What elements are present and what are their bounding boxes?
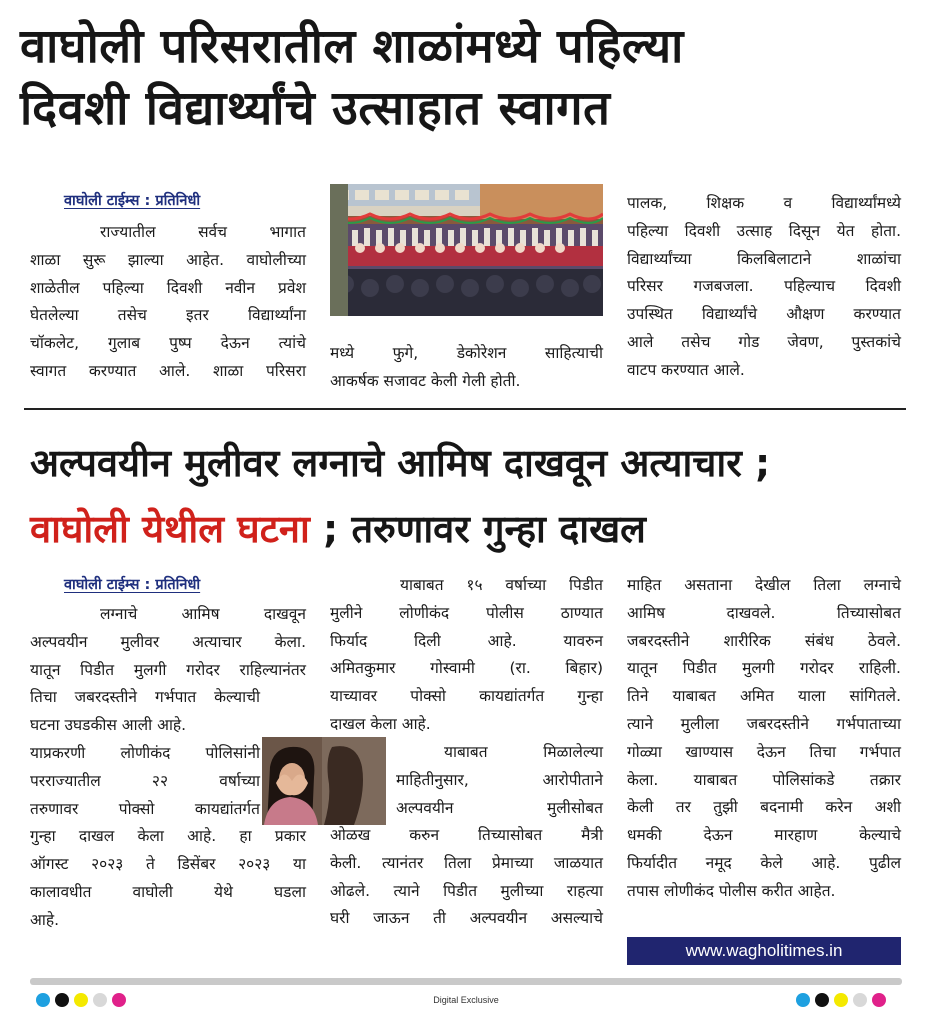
text-line: ओळख करुन तिच्यासोबत मैत्री (330, 826, 603, 844)
article2-byline: वाघोली टाईम्स : प्रतिनिधी (64, 577, 201, 593)
text-line: यातून पिडीत मुलगी गरोदर राहिल्यानंतर (30, 660, 306, 679)
victim-illustration-photo (262, 737, 386, 825)
text-line: गुन्हा दाखल केला आहे. हा प्रकार (30, 827, 306, 846)
article2-col2b (396, 739, 603, 822)
text-line: केला. याबाबत पोलिसांकडे तक्रार (627, 770, 901, 789)
text-line: तपास लोणीकंद पोलीस करीत आहेत. (627, 881, 836, 900)
text-line: वाटप करण्यात आले. (627, 360, 745, 379)
text-line: अमितकुमार गोस्वामी (रा. बिहार) (330, 659, 603, 678)
text-line: यातून पिडीत मुलगी गरोदर राहिली. (627, 659, 901, 678)
text-line: अल्पवयीन मुलीवर अत्याचार केला. (30, 632, 306, 651)
text-line: माहितीनुसार, आरोपीताने (396, 770, 603, 789)
text-line: ओढले. त्याने पिडीत मुलीच्या राहत्या (330, 881, 603, 900)
text-line: शाळा सुरू झाल्या आहेत. वाघोलीच्या (30, 250, 306, 269)
headline-rest-part: ; तरुणावर गुन्हा दाखल (309, 507, 646, 551)
text-line: याच्यावर पोक्सो कायद्यांतर्गत गुन्हा (330, 687, 603, 706)
yellow-dot (834, 993, 848, 1007)
black-dot (815, 993, 829, 1007)
text-line: परिसर गजबजला. पहिल्याच दिवशी (627, 277, 901, 296)
headline-line: दिवशी विद्यार्थ्यांचे उत्साहात स्वागत (20, 81, 611, 136)
text-line: केली तर तुझी बदनामी करेन अशी (627, 798, 901, 817)
text-line: अल्पवयीन मुलीसोबत (396, 798, 603, 817)
text-line: शाळेतील पहिल्या दिवशी नवीन प्रवेश (30, 278, 306, 297)
text-line: लग्नाचे आमिष दाखवून (100, 605, 306, 623)
text-line: पहिल्या दिवशी उत्साह दिसून येत होता. (627, 221, 901, 240)
text-line: याप्रकरणी लोणीकंद पोलिसांनी (30, 743, 260, 762)
text-line: याबाबत मिळालेल्या (444, 743, 603, 761)
text-line: आकर्षक सजावट केली गेली होती. (330, 371, 521, 390)
article1-byline: वाघोली टाईम्स : प्रतिनिधी (64, 193, 201, 209)
headline-line: अल्पवयीन मुलीवर लग्नाचे आमिष दाखवून अत्याचार ; (30, 441, 771, 485)
article1-headline (20, 16, 920, 140)
article1-col2 (330, 340, 603, 396)
article2-col3 (627, 572, 901, 906)
headline-line: वाघोली परिसरातील शाळांमध्ये पहिल्या (20, 19, 684, 74)
text-line: घरी जाऊन ती अल्पवयीन असल्याचे (330, 909, 603, 928)
text-line: फिर्यादीत नमूद केले आहे. पुढील (627, 853, 901, 872)
text-line: चॉकलेट, गुलाब पुष्प देऊन त्यांचे (30, 334, 306, 353)
text-line: आमिष दाखवले. तिच्यासोबत (627, 603, 901, 622)
text-line: उपस्थित विद्यार्थ्यांचे औक्षण करण्यात (627, 305, 901, 324)
text-line: फिर्याद दिली आहे. यावरुन (330, 631, 603, 650)
text-line: विद्यार्थ्यांच्या किलबिलाटाने शाळांचा (627, 249, 901, 268)
text-line: गोळ्या खाण्यास देऊन तिचा गर्भपात (627, 742, 901, 761)
footer-label: Digital Exclusive (433, 995, 499, 1005)
article1-col3 (627, 190, 901, 385)
section-divider (24, 408, 906, 410)
text-line: तिचा जबरदस्तीने गर्भपात केल्याची (30, 688, 260, 707)
text-line: त्याने मुलीला जबरदस्तीने गर्भपाताच्या (627, 714, 901, 733)
text-line: पालक, शिक्षक व विद्यार्थ्यांमध्ये (627, 194, 901, 212)
text-line: आहे. (30, 910, 59, 929)
text-line: राज्यातील सर्वच भागात (100, 223, 306, 241)
text-line: आले तसेच गोड जेवण, पुस्तकांचे (627, 332, 901, 351)
text-line: घेतलेल्या तसेच इतर विद्यार्थ्यांना (30, 306, 306, 325)
article2-col2c (330, 822, 603, 933)
cyan-dot (796, 993, 810, 1007)
magenta-dot (872, 993, 886, 1007)
text-line: केली. त्यानंतर तिला प्रेमाच्या जाळयात (330, 853, 603, 872)
gray-dot (853, 993, 867, 1007)
text-line: कालावधीत वाघोली येथे घडला (30, 882, 306, 901)
text-line: तरुणावर पोक्सो कायद्यांतर्गत (30, 799, 260, 818)
headline-line (30, 496, 920, 562)
text-line: जबरदस्तीने शारीरिक संबंध ठेवले. (627, 631, 901, 650)
text-line: धमकी देऊन मारहाण केल्याचे (627, 826, 901, 845)
text-line: तिने याबाबत अमित याला सांगितले. (627, 687, 901, 706)
school-welcome-photo (330, 184, 603, 316)
text-line: माहित असताना देखील तिला लग्नाचे (627, 576, 901, 594)
text-line: मध्ये फुगे, डेकोरेशन साहित्याची (330, 344, 603, 362)
headline-red-part: वाघोली येथील घटना (30, 507, 310, 551)
text-line: मुलीने लोणीकंद पोलीस ठाण्यात (330, 603, 603, 622)
footer-bar (30, 978, 902, 985)
text-line: दाखल केला आहे. (330, 714, 431, 733)
text-line: याबाबत १५ वर्षाच्या पिडीत (400, 576, 603, 594)
text-line: घटना उघडकीस आली आहे. (30, 716, 187, 735)
text-line: ऑगस्ट २०२३ ते डिसेंबर २०२३ या (30, 855, 306, 874)
website-link[interactable]: www.wagholitimes.in (627, 937, 901, 965)
text-line: स्वागत करण्यात आले. शाळा परिसरा (30, 361, 306, 380)
article2-headline (30, 430, 920, 562)
text-line: परराज्यातील २२ वर्षाच्या (30, 771, 260, 790)
article1-col1 (30, 219, 306, 386)
article2-col2a (330, 572, 603, 739)
print-color-dots-right (796, 993, 886, 1007)
